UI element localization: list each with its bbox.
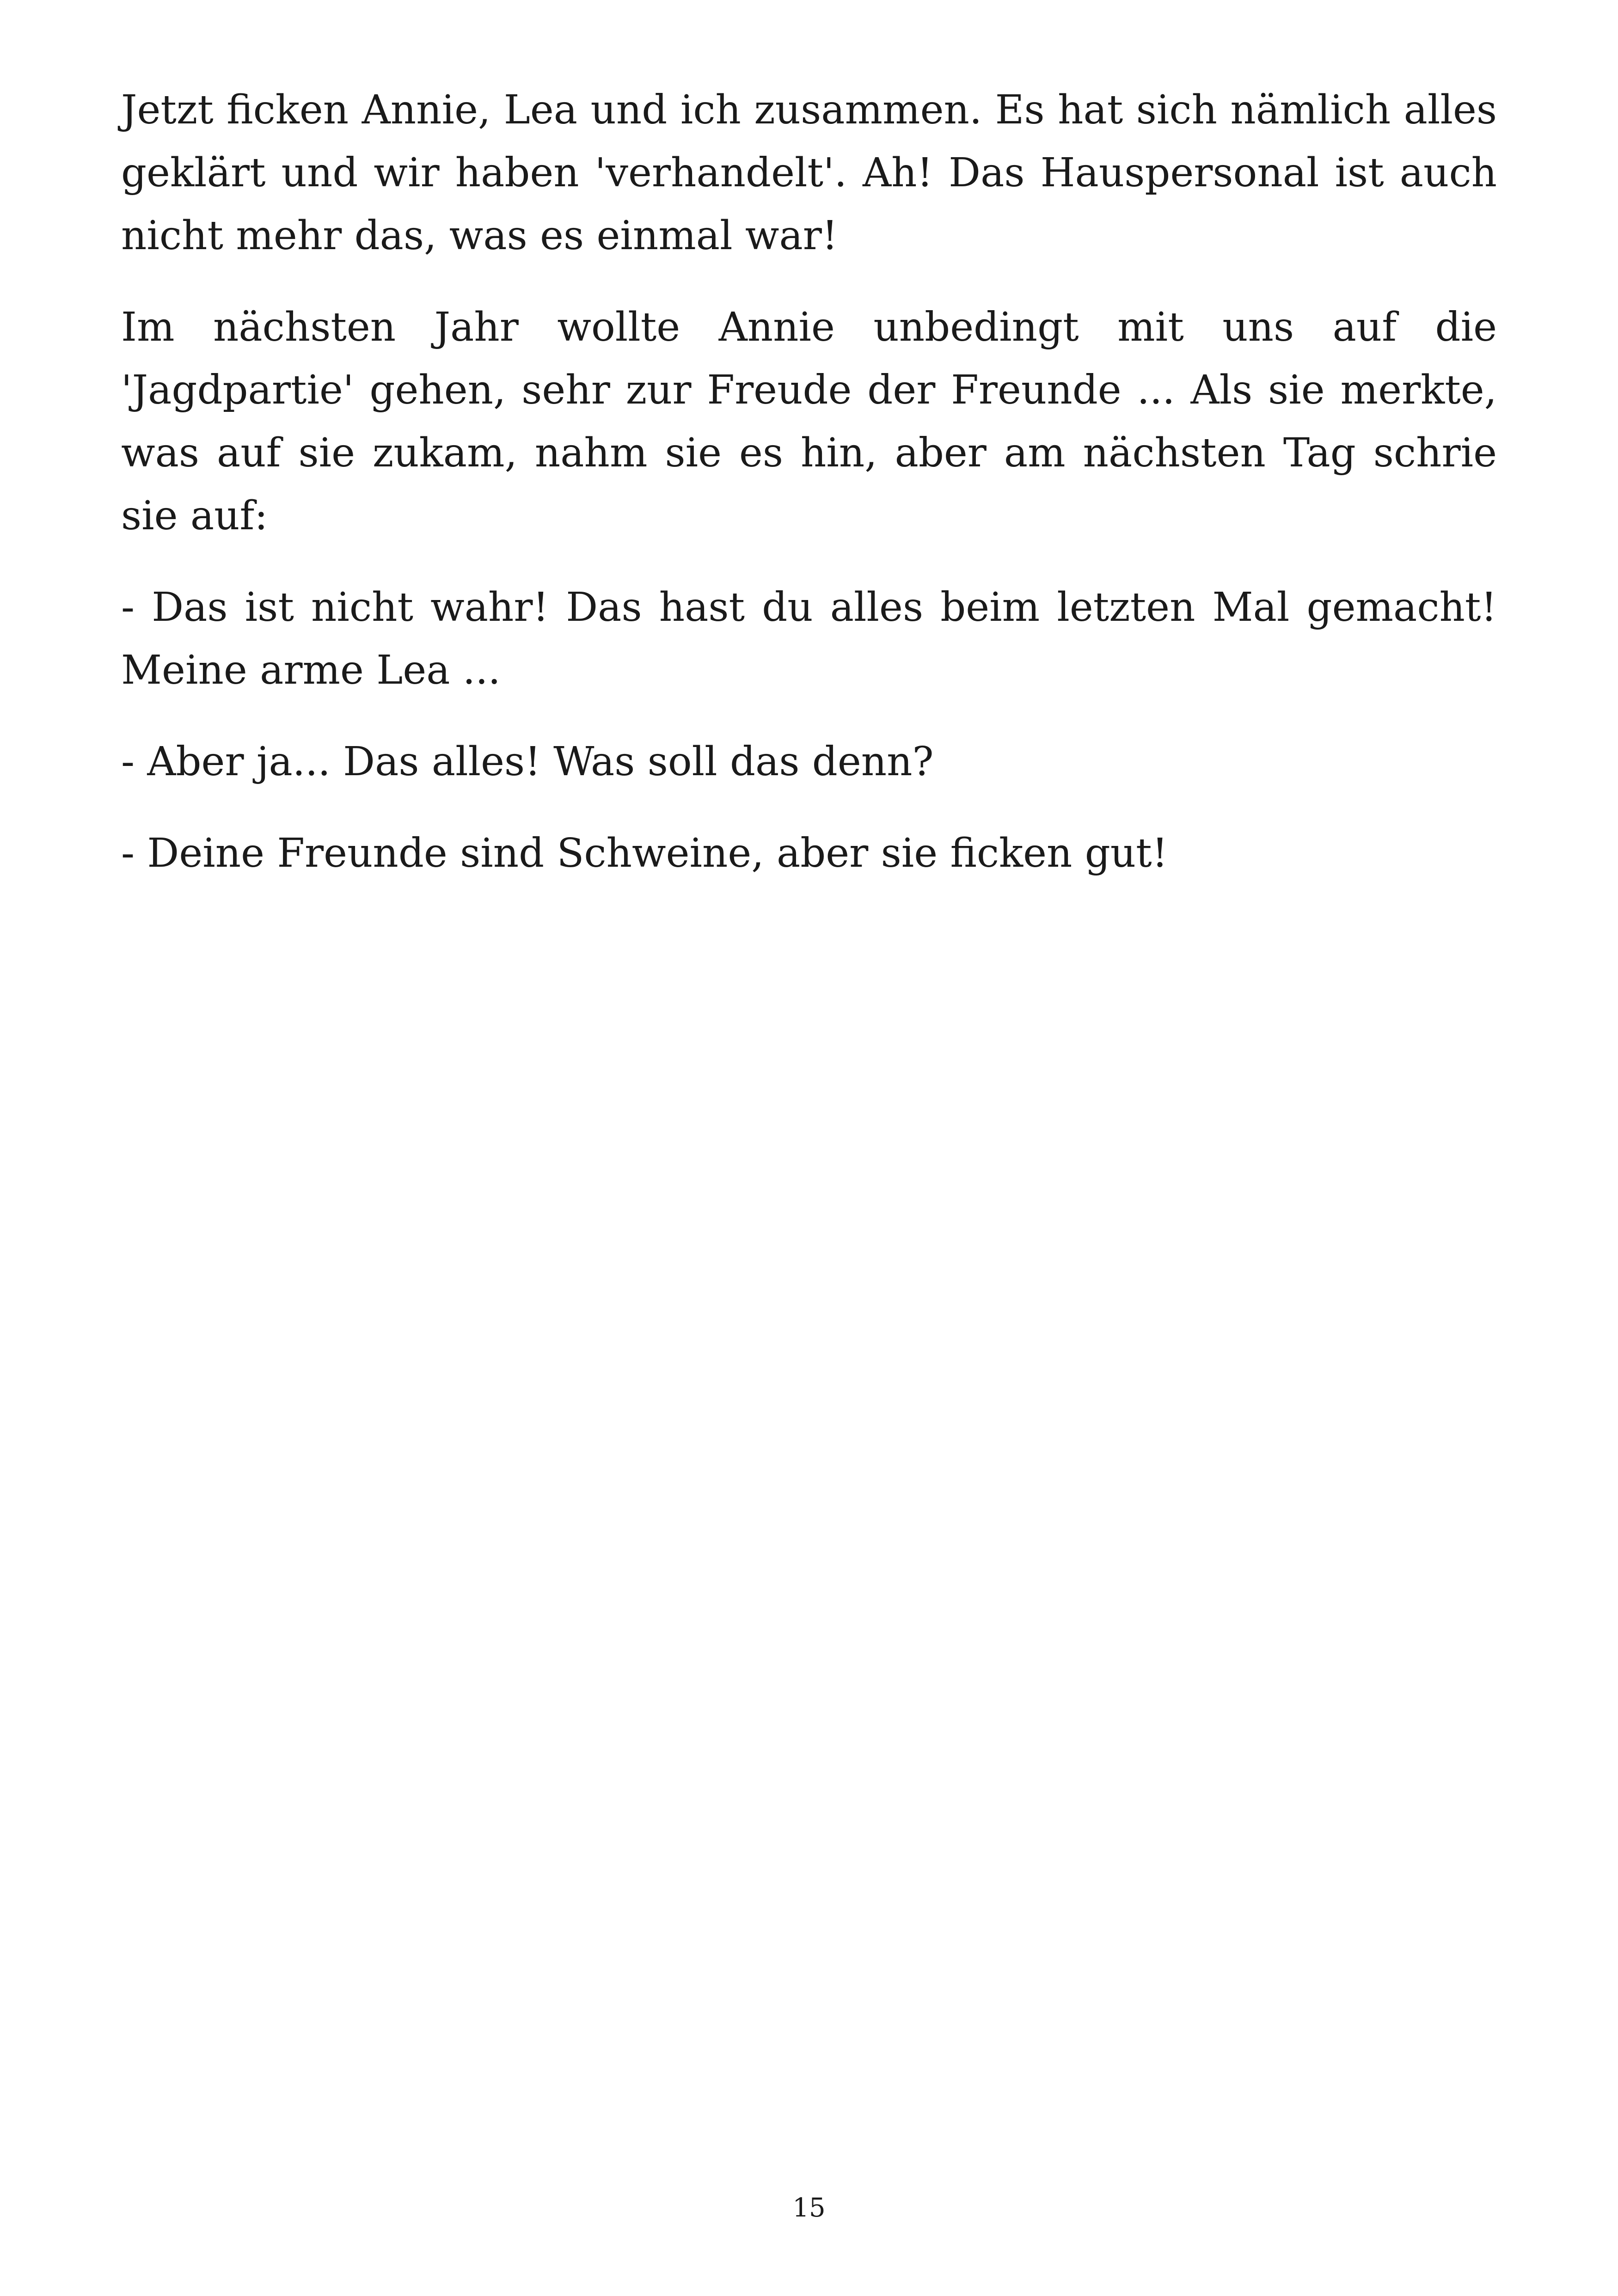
paragraph: Jetzt ficken Annie, Lea und ich zusammen. Es hat sich nämlich alles geklärt und wir haben 'verhandelt'. Ah! Das Hauspersonal ist auch nicht mehr das, was es einmal war!	[121, 87, 1497, 259]
paragraph: Im nächsten Jahr wollte Annie unbedingt mit uns auf die 'Jagdpartie' gehen, sehr zur Freude der Freunde ... Als sie merkte, was auf sie zukam, nahm sie es hin, aber am nächsten Tag schrie sie auf:	[121, 304, 1497, 539]
dialogue-line: - Das ist nicht wahr! Das hast du alles beim letzten Mal gemacht! Meine arme Lea ...	[121, 584, 1497, 693]
page-number: 15	[792, 2193, 826, 2223]
dialogue-line: - Aber ja... Das alles! Was soll das denn?	[121, 739, 934, 785]
page-body	[121, 79, 1497, 913]
dialogue-line: - Deine Freunde sind Schweine, aber sie ficken gut!	[121, 830, 1168, 876]
